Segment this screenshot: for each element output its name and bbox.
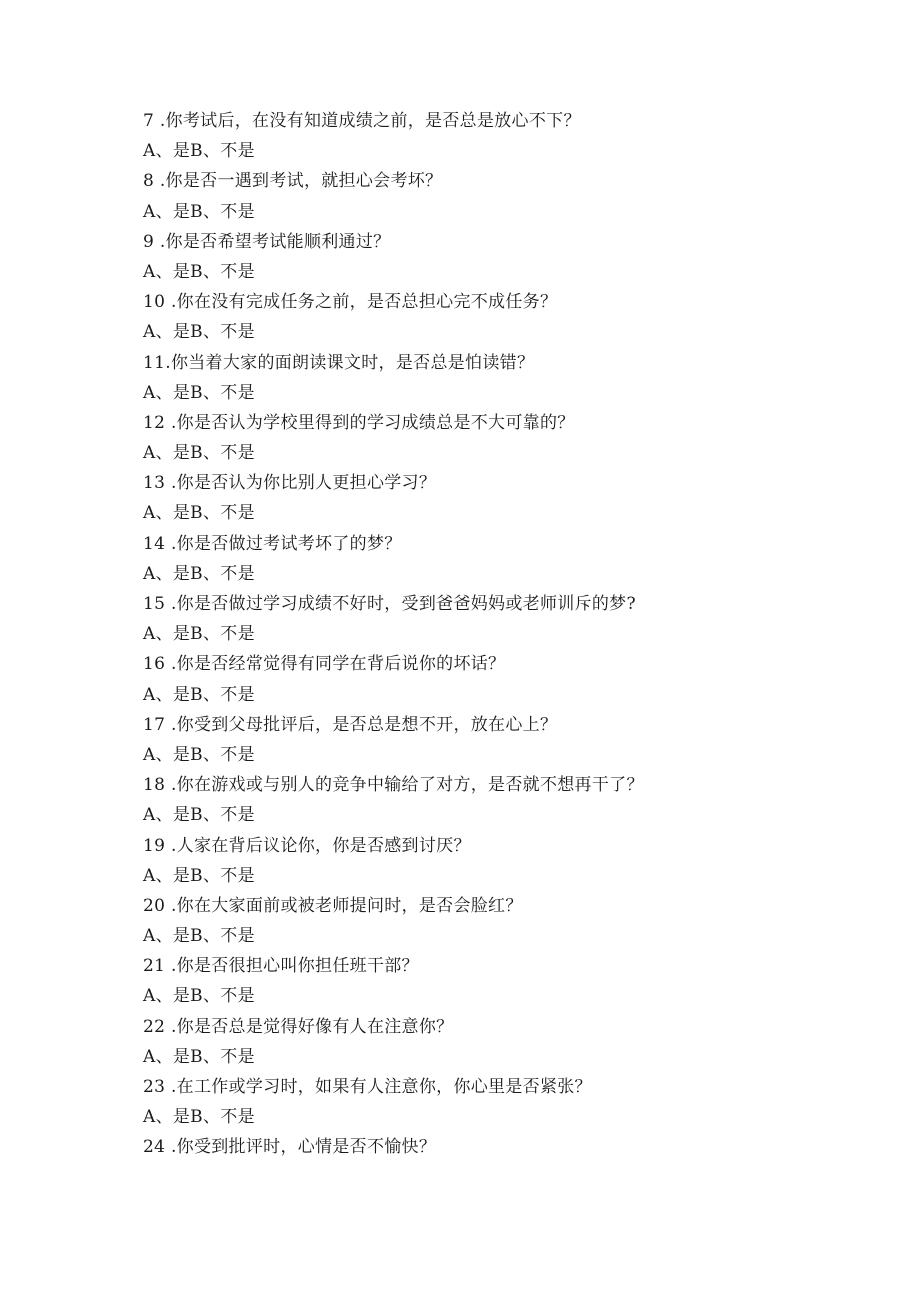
- question-text: 你是否认为学校里得到的学习成绩总是不大可靠的？: [176, 412, 575, 433]
- question-text: 在工作或学习时，如果有人注意你，你心里是否紧张？: [176, 1077, 592, 1097]
- question-text: 你是否总是觉得好像有人在注意你？: [176, 1016, 454, 1037]
- question-number: 9: [143, 231, 155, 252]
- answer-options: A、是B、不是: [143, 563, 255, 584]
- question-item: [143, 408, 843, 468]
- answer-options: A、是B、不是: [143, 624, 255, 645]
- question-item: [143, 951, 843, 1011]
- question-number-separator: .: [154, 171, 166, 192]
- question-text: 人家在背后议论你，你是否感到讨厌？: [176, 835, 471, 856]
- answer-options: A、是B、不是: [143, 503, 255, 524]
- question-number: 13: [143, 473, 166, 494]
- question-number: 7: [143, 111, 155, 131]
- question-number-separator: .: [165, 292, 177, 313]
- question-item: [143, 770, 843, 830]
- question-item: [143, 287, 843, 347]
- answer-options: A、是B、不是: [143, 141, 255, 162]
- question-number-separator: .: [165, 1016, 177, 1037]
- question-number: 10: [143, 292, 166, 313]
- question-item: [143, 831, 843, 891]
- question-number-separator: .: [154, 111, 166, 131]
- question-item: [143, 589, 843, 649]
- answer-options: A、是B、不是: [143, 926, 255, 947]
- question-number: 24: [143, 1137, 166, 1158]
- question-number-separator: .: [165, 714, 177, 735]
- question-number-separator: .: [165, 956, 177, 977]
- question-item: [143, 1012, 843, 1072]
- answer-options: A、是B、不是: [143, 865, 255, 886]
- question-item: [143, 529, 843, 589]
- answer-options: A、是B、不是: [143, 1107, 255, 1128]
- question-number-separator: .: [165, 895, 177, 916]
- answer-options: A、是B、不是: [143, 261, 255, 282]
- question-text: 你当着大家的面朗读课文时，是否总是怕读错？: [170, 352, 535, 373]
- question-line: [143, 951, 843, 981]
- question-number: 22: [143, 1016, 166, 1037]
- question-line: [143, 468, 843, 498]
- questionnaire-page: [143, 106, 843, 1163]
- question-line: [143, 831, 843, 861]
- question-text: 你是否做过学习成绩不好时，受到爸爸妈妈或老师训斥的梦?: [176, 594, 636, 614]
- question-number: 15: [143, 594, 166, 614]
- question-number: 23: [143, 1077, 166, 1097]
- question-item: [143, 649, 843, 709]
- question-item: [143, 1132, 843, 1162]
- question-number-separator: .: [165, 594, 177, 614]
- question-text: 你是否希望考试能顺利通过？: [165, 231, 391, 252]
- question-text: 你是否经常觉得有同学在背后说你的坏话？: [176, 654, 506, 675]
- question-number-separator: .: [165, 533, 177, 554]
- question-number-separator: .: [154, 231, 166, 252]
- question-line: [143, 710, 843, 740]
- question-number: 11: [143, 352, 166, 373]
- question-line: [143, 348, 843, 378]
- question-text: 你在没有完成任务之前，是否总担心完不成任务？: [176, 292, 558, 313]
- question-item: [143, 710, 843, 770]
- question-item: [143, 106, 843, 166]
- question-line: [143, 589, 843, 619]
- answer-options: A、是B、不是: [143, 1046, 255, 1067]
- question-number-separator: .: [165, 1137, 177, 1158]
- question-line: [143, 106, 843, 136]
- answer-options: A、是B、不是: [143, 382, 255, 403]
- question-number-separator: .: [165, 835, 177, 856]
- question-line: [143, 649, 843, 679]
- answer-options: A、是B、不是: [143, 805, 255, 826]
- question-text: 你在大家面前或被老师提问时，是否会脸红？: [176, 895, 523, 916]
- answer-options: A、是B、不是: [143, 986, 255, 1007]
- question-text: 你在游戏或与别人的竞争中输给了对方，是否就不想再干了？: [176, 775, 644, 796]
- question-number-separator: .: [165, 775, 177, 796]
- question-item: [143, 166, 843, 226]
- answer-options: A、是B、不是: [143, 322, 255, 343]
- question-text: 你是否一遇到考试，就担心会考坏？: [165, 171, 443, 192]
- question-text: 你是否认为你比别人更担心学习？: [176, 473, 437, 494]
- question-item: [143, 348, 843, 408]
- question-line: [143, 408, 843, 438]
- question-text: 你是否做过考试考坏了的梦？: [176, 533, 402, 554]
- question-line: [143, 529, 843, 559]
- question-number: 8: [143, 171, 155, 192]
- question-line: [143, 1132, 843, 1162]
- question-number: 16: [143, 654, 166, 675]
- question-number-separator: .: [165, 654, 177, 675]
- answer-options: A、是B、不是: [143, 744, 255, 765]
- question-number-separator: .: [165, 352, 171, 373]
- question-number: 19: [143, 835, 166, 856]
- question-number: 18: [143, 775, 166, 796]
- question-text: 你考试后，在没有知道成绩之前，是否总是放心不下？: [165, 111, 581, 131]
- question-number: 14: [143, 533, 166, 554]
- question-number-separator: .: [165, 473, 177, 494]
- question-number: 20: [143, 895, 166, 916]
- question-item: [143, 468, 843, 528]
- question-number-separator: .: [165, 1077, 177, 1097]
- question-number-separator: .: [165, 412, 177, 433]
- question-line: [143, 227, 843, 257]
- question-item: [143, 1072, 843, 1132]
- question-text: 你受到父母批评后，是否总是想不开，放在心上？: [176, 714, 558, 735]
- question-item: [143, 891, 843, 951]
- answer-options: A、是B、不是: [143, 443, 255, 464]
- question-number: 17: [143, 714, 166, 735]
- question-item: [143, 227, 843, 287]
- question-line: [143, 166, 843, 196]
- question-text: 你是否很担心叫你担任班干部？: [176, 956, 419, 977]
- question-number: 21: [143, 956, 166, 977]
- question-number: 12: [143, 412, 166, 433]
- question-line: [143, 287, 843, 317]
- answer-options: A、是B、不是: [143, 201, 255, 222]
- question-line: [143, 891, 843, 921]
- answer-options: A、是B、不是: [143, 684, 255, 705]
- question-line: [143, 1012, 843, 1042]
- question-text: 你受到批评时，心情是否不愉快？: [176, 1137, 437, 1158]
- question-line: [143, 770, 843, 800]
- question-line: [143, 1072, 843, 1102]
